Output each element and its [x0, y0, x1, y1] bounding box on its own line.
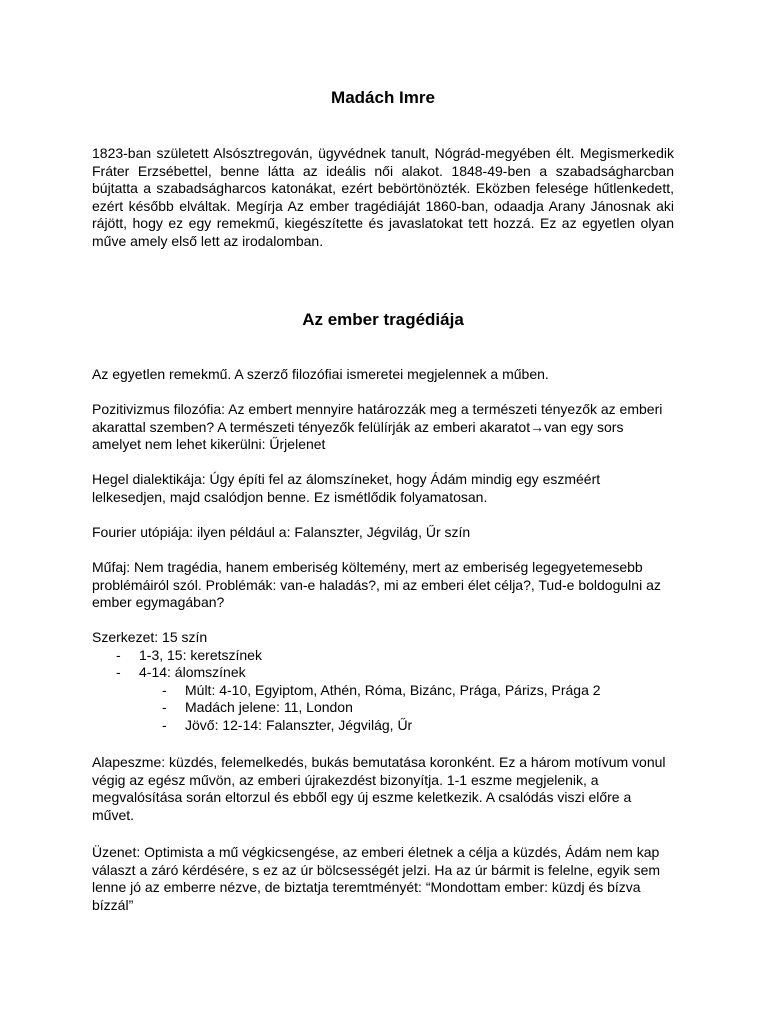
- genre-paragraph: Műfaj: Nem tragédia, hanem emberiség költemény, mert az emberiség legegyetemesebb problémáiról szól. Problémák: van-e haladás?, mi az emberi élet célja?, Tud-e boldogulni az ember egymagában?: [92, 559, 661, 610]
- list-dash: -: [116, 646, 121, 663]
- fourier-paragraph: Fourier utópiája: ilyen például a: Falanszter, Jégvilág, Űr szín: [92, 524, 471, 540]
- document-title: Madách Imre: [331, 88, 435, 107]
- list-dash: -: [116, 664, 121, 680]
- list-item: [92, 664, 674, 734]
- list-item-text: 1-3, 15: keretszínek: [139, 646, 262, 663]
- main-idea-paragraph: Alapeszme: küzdés, felemelkedés, bukás bemutatása koronként. Ez a három motívum vonul végig az egész művön, az emberi újrakezdést bizonyítja. 1-1 eszme megjelenik, a megvalósítása során eltorzul és ebből egy új eszme keletkezik. A csalódás viszi előre a művet.: [92, 754, 666, 823]
- message-paragraph: Üzenet: Optimista a mű végkicsengése, az emberi életnek a célja a küzdés, Ádám nem kap választ a záró kérdésére, s ez az úr bölcsességét jelzi. Ha az úr bármit is felelne, egyik sem lenne jó az emberre nézve, de biztatja teremtményét: “Mondottam ember: küzdj és bízva bízzál”: [92, 844, 661, 913]
- hegel-paragraph: Hegel dialektikája: Úgy építi fel az álomszíneket, hogy Ádám mindig egy eszméért lelkesedjen, majd csalódjon benne. Ez ismétlődik folyamatosan.: [92, 471, 601, 505]
- list-dash: -: [162, 716, 167, 733]
- sublist-item: [139, 717, 674, 735]
- sublist-item-text: Múlt: 4-10, Egyiptom, Athén, Róma, Bizánc, Prága, Párizs, Prága 2: [185, 681, 601, 698]
- list-dash: -: [162, 681, 167, 698]
- dream-scenes-sublist: [139, 682, 674, 735]
- list-item: [92, 647, 674, 665]
- positivism-paragraph: Pozitivizmus filozófia: Az embert mennyire határozzák meg a természeti tényezők az emberi akarattal szemben? A természeti tényezők felülírják az emberi akaratot→van egy sors amelyet nem lehet kikerülni: Űrjelenet: [92, 401, 663, 452]
- section-title: Az ember tragédiája: [302, 310, 464, 329]
- biography-paragraph: 1823-ban született Alsósztregován, ügyvédnek tanult, Nógrád-megyében élt. Megismerkedik Fráter Erzsébettel, benne látta az ideális női alakot. 1848-49-ben a szabadságharcban bújtatta a szabadságharcos katonákat, ezért bebörtönözték. Eközben felesége hűtlenkedett, ezért később elváltak. Megírja Az ember tragédiáját 1860-ban, odaadja Arany Jánosnak aki rájött, hogy ez egy remekmű, kiegészítette és javaslatokat tett hozzá. Ez az egyetlen olyan műve amely első lett az irodalomban.: [92, 145, 674, 249]
- sublist-item-text: Jövő: 12-14: Falanszter, Jégvilág, Űr: [185, 716, 413, 733]
- list-item-text: 4-14: álomszínek: [139, 664, 246, 680]
- sublist-item: [139, 699, 674, 717]
- intro-paragraph: Az egyetlen remekmű. A szerző filozófiai ismeretei megjelennek a műben.: [92, 366, 549, 382]
- list-dash: -: [162, 699, 167, 715]
- sublist-item-text: Madách jelene: 11, London: [185, 699, 353, 715]
- sublist-item: [139, 682, 674, 700]
- structure-section: [92, 629, 674, 734]
- structure-list: [92, 647, 674, 735]
- structure-heading: Szerkezet: 15 szín: [92, 629, 208, 645]
